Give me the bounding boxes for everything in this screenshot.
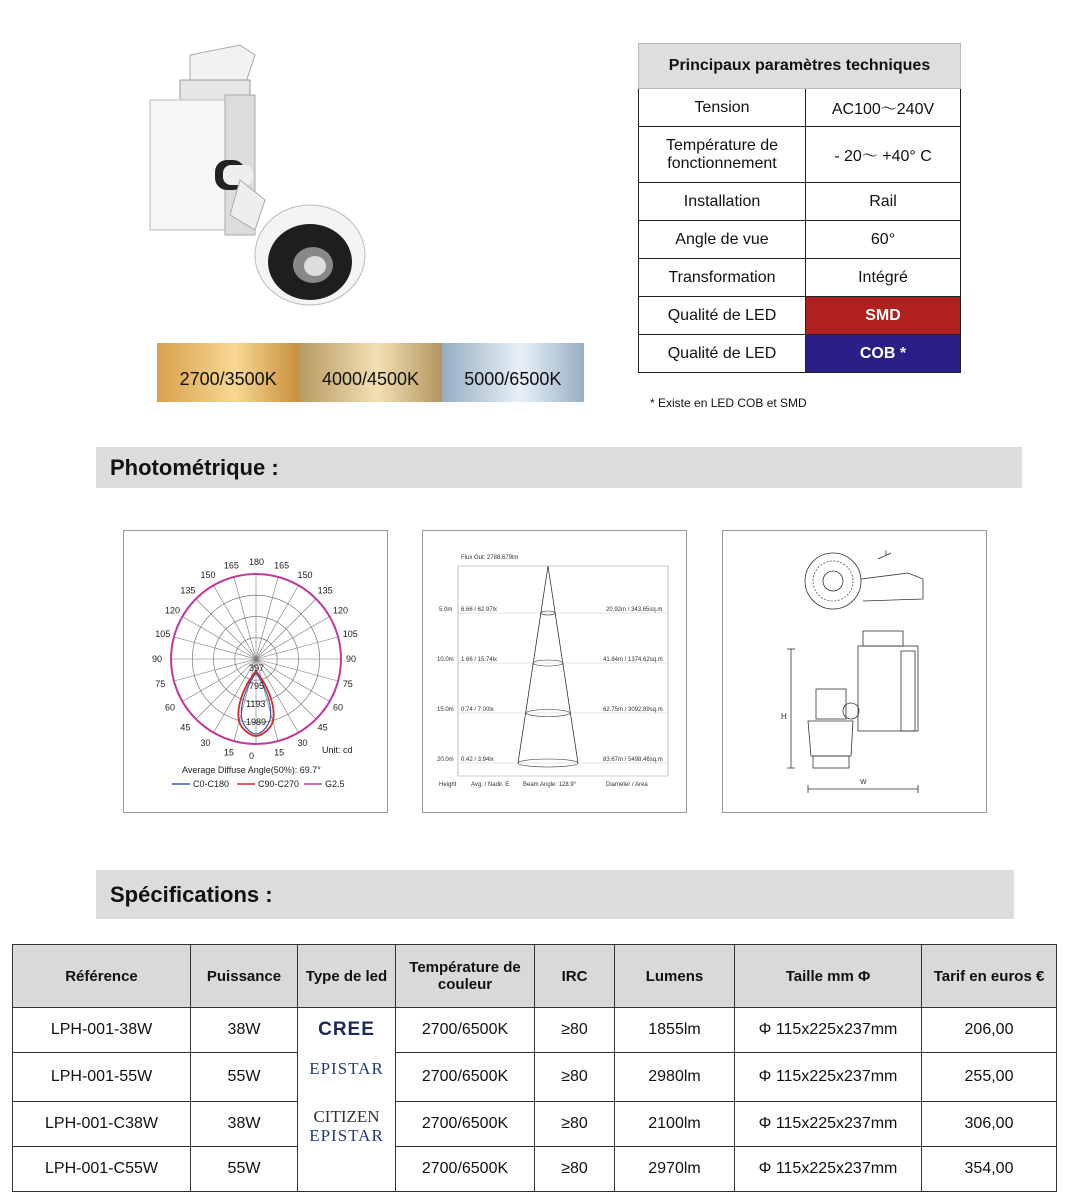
cell-lumens: 1855lm (615, 1008, 735, 1053)
polar-angle-label: 120 (164, 605, 181, 616)
polar-angle-label: 15 (223, 747, 234, 758)
polar-spoke (196, 599, 256, 659)
params-row (639, 297, 961, 335)
legend-c90-c270: C90-C270 (258, 779, 300, 789)
cone-footer-beam: Beam Angle: 128.9° (523, 782, 577, 788)
cell-price: 255,00 (922, 1053, 1057, 1102)
polar-unit: Unit: cd (322, 745, 353, 755)
param-label: Installation (639, 183, 806, 221)
params-row (639, 89, 961, 127)
cone-height: 10.0m (437, 657, 454, 663)
col-header-size: Taille mm Φ (735, 945, 922, 1008)
cell-irc: ≥80 (535, 1102, 615, 1147)
dim-label-h: H (781, 712, 787, 721)
polar-angle-label: 165 (223, 560, 239, 571)
params-title: Principaux paramètres techniques (639, 44, 961, 89)
technical-parameters-table (638, 43, 961, 373)
params-row (639, 221, 961, 259)
cell-size: Φ 115x225x237mm (735, 1147, 922, 1192)
specifications-section-title: Spécifications : (96, 870, 1014, 919)
col-header-lumens: Lumens (615, 945, 735, 1008)
table-row (13, 1147, 1057, 1192)
ring-label: 1989 (246, 717, 267, 727)
cone-height: 5.0m (439, 607, 453, 613)
cell-power: 55W (191, 1147, 298, 1192)
legend-c0-c180: C0-C180 (193, 779, 230, 789)
cell-price: 306,00 (922, 1102, 1057, 1147)
cone-avg: 6.66 / 62.97lx (461, 607, 498, 613)
polar-caption: Average Diffuse Angle(50%): 69.7° (182, 765, 321, 775)
brand-citizen-epistar-logo (298, 1102, 396, 1147)
col-header-irc: IRC (535, 945, 615, 1008)
polar-spoke (174, 637, 256, 659)
dim-label-w: W (860, 779, 867, 786)
specs-header-row (13, 945, 1057, 1008)
polar-angle-label: 150 (200, 569, 216, 580)
illuminance-cone-panel (422, 530, 687, 813)
col-header-power: Puissance (191, 945, 298, 1008)
dimension-drawing-panel (722, 530, 987, 813)
cone-diam: 20.92m / 343.65sq.m (606, 607, 663, 613)
params-row (639, 259, 961, 297)
cell-color-temp: 2700/6500K (396, 1102, 535, 1147)
polar-spoke (174, 659, 256, 681)
param-label: Qualité de LED (639, 335, 806, 373)
cell-reference: LPH-001-38W (13, 1008, 191, 1053)
param-value: 60° (806, 221, 961, 259)
cell-lumens: 2980lm (615, 1053, 735, 1102)
polar-spoke (256, 659, 338, 681)
polar-spoke (182, 617, 256, 660)
polar-spoke (214, 585, 257, 659)
polar-angle-label: 60 (333, 702, 344, 713)
polar-angle-label: 165 (274, 560, 290, 571)
cone-avg: 1.66 / 15.74lx (461, 657, 498, 663)
illuminance-cone-diagram (423, 531, 686, 812)
col-header-reference: Référence (13, 945, 191, 1008)
polar-angle-label: 45 (317, 722, 328, 733)
cell-price: 206,00 (922, 1008, 1057, 1053)
ring-label: 795 (249, 681, 265, 691)
photometric-section-title: Photométrique : (96, 447, 1022, 488)
specifications-table (12, 944, 1057, 1192)
polar-angle-label: 105 (342, 628, 358, 639)
polar-diagram (124, 531, 387, 812)
polar-spoke (234, 577, 256, 659)
cone-diam: 83.67m / 5498.46sq.m (603, 757, 663, 763)
polar-spoke (256, 637, 338, 659)
polar-angle-label: 180 (249, 557, 265, 567)
param-value: Rail (806, 183, 961, 221)
polar-angle-label: 45 (180, 722, 191, 733)
cell-reference: LPH-001-55W (13, 1053, 191, 1102)
cell-color-temp: 2700/6500K (396, 1053, 535, 1102)
param-label: Angle de vue (639, 221, 806, 259)
param-label: Transformation (639, 259, 806, 297)
cell-power: 38W (191, 1008, 298, 1053)
polar-diagram-panel (123, 530, 388, 813)
polar-angle-label: 30 (200, 738, 211, 749)
param-value: - 20～ +40° C (806, 127, 961, 183)
cell-size: Φ 115x225x237mm (735, 1102, 922, 1147)
col-header-led-type: Type de led (298, 945, 396, 1008)
table-row (13, 1053, 1057, 1102)
brand-cree-logo (298, 1008, 396, 1053)
cell-power: 38W (191, 1102, 298, 1147)
cell-irc: ≥80 (535, 1053, 615, 1102)
param-value: AC100～240V (806, 89, 961, 127)
cone-flux: Flux Out: 2788.679lm (461, 555, 519, 561)
cct-swatch-warm: 2700/3500K (157, 343, 299, 402)
cone-footer-avg: Avg. / Nadir. E (471, 782, 510, 788)
params-row (639, 183, 961, 221)
polar-angle-label: 135 (180, 585, 196, 596)
cell-lumens: 2100lm (615, 1102, 735, 1147)
cone-height: 15.0m (437, 707, 454, 713)
cone-footer-height: Height (439, 782, 457, 788)
polar-spoke (256, 617, 330, 660)
cell-irc: ≥80 (535, 1008, 615, 1053)
cell-size: Φ 115x225x237mm (735, 1053, 922, 1102)
polar-angle-label: 135 (317, 585, 333, 596)
brand-citizen: CITIZEN (313, 1106, 380, 1126)
cell-price: 354,00 (922, 1147, 1057, 1192)
ring-label: 1193 (246, 699, 266, 709)
col-header-color-temp: Température de couleur (396, 945, 535, 1008)
brand-epistar: EPISTAR (309, 1058, 384, 1078)
param-value-smd: SMD (806, 297, 961, 335)
cone-avg: 0.74 / 7.00lx (461, 707, 494, 713)
polar-angle-label: 15 (274, 747, 285, 758)
cell-power: 55W (191, 1053, 298, 1102)
cell-color-temp: 2700/6500K (396, 1147, 535, 1192)
cct-swatch-cool: 5000/6500K (442, 343, 584, 402)
dim-label-l: L (885, 550, 889, 557)
polar-angle-label: 0 (249, 751, 255, 761)
params-footnote: * Existe en LED COB et SMD (650, 396, 807, 410)
legend-g25: G2.5 (325, 779, 345, 789)
col-header-price: Tarif en euros € (922, 945, 1057, 1008)
cone-footer-diam: Diameter / Area (606, 782, 648, 788)
polar-spoke (256, 577, 278, 659)
polar-angle-label: 150 (297, 569, 313, 580)
color-temperature-strip (157, 343, 584, 402)
polar-angle-label: 75 (342, 679, 353, 690)
polar-angle-label: 90 (152, 654, 163, 664)
polar-spoke (256, 585, 299, 659)
ring-label: 397 (249, 663, 265, 673)
brand-epistar: EPISTAR (309, 1125, 384, 1145)
brand-cree: CREE (318, 1019, 375, 1041)
cell-irc: ≥80 (535, 1147, 615, 1192)
cone-diam: 41.84m / 1374.62sq.m (603, 657, 663, 663)
brand-empty-cell (298, 1147, 396, 1192)
cell-lumens: 2970lm (615, 1147, 735, 1192)
param-value: Intégré (806, 259, 961, 297)
params-row (639, 127, 961, 183)
polar-angle-label: 60 (164, 702, 176, 713)
cell-color-temp: 2700/6500K (396, 1008, 535, 1053)
polar-angle-label: 120 (333, 605, 349, 616)
polar-angle-label: 75 (155, 679, 166, 690)
brand-epistar-logo (298, 1053, 396, 1102)
track-spotlight-icon (150, 45, 365, 305)
polar-spoke (256, 599, 316, 659)
params-row (639, 335, 961, 373)
param-label: Température de fonctionnement (639, 127, 806, 183)
cell-reference: LPH-001-C55W (13, 1147, 191, 1192)
param-label: Qualité de LED (639, 297, 806, 335)
param-value-cob: COB * (806, 335, 961, 373)
cell-size: Φ 115x225x237mm (735, 1008, 922, 1053)
cct-swatch-neutral: 4000/4500K (299, 343, 441, 402)
cell-reference: LPH-001-C38W (13, 1102, 191, 1147)
cone-avg: 0.42 / 3.94lx (461, 757, 494, 763)
polar-angle-label: 105 (155, 628, 171, 639)
dimension-drawing (723, 531, 986, 812)
cone-height: 20.0m (437, 757, 454, 763)
table-row (13, 1102, 1057, 1147)
cone-diam: 62.75m / 3092.89sq.m (603, 707, 663, 713)
table-row (13, 1008, 1057, 1053)
polar-angle-label: 30 (297, 738, 308, 749)
param-label: Tension (639, 89, 806, 127)
product-image (130, 40, 370, 310)
polar-angle-label: 90 (346, 654, 357, 664)
